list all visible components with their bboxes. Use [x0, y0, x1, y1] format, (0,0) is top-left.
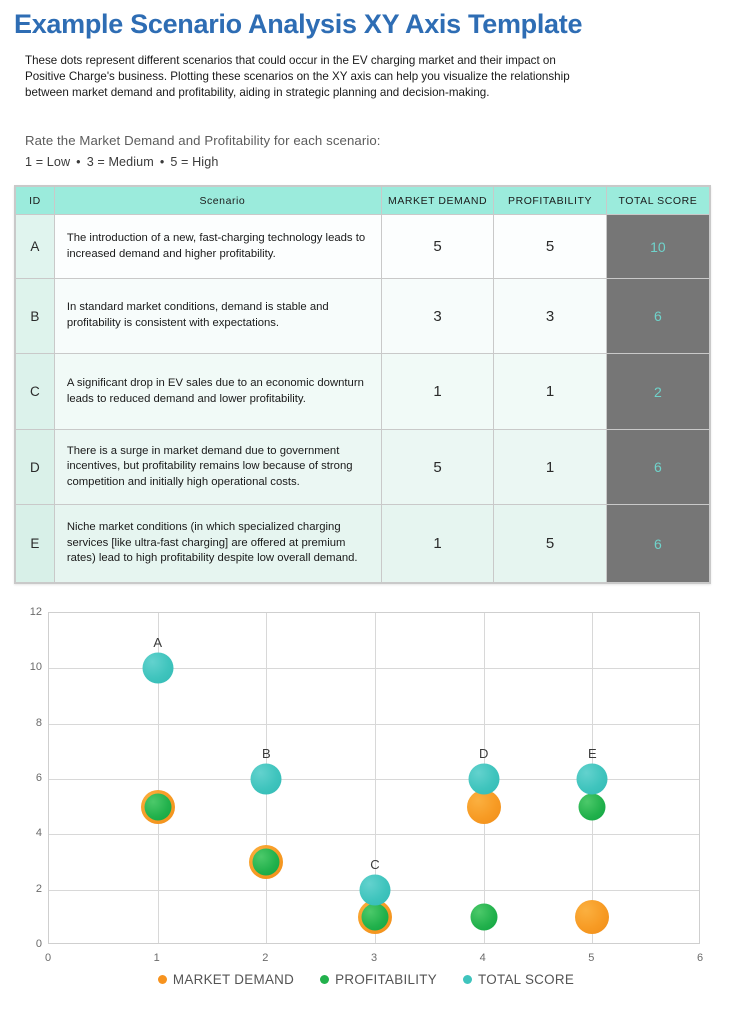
scale-medium: 3 = Medium [86, 155, 154, 169]
data-point-total-score [142, 653, 173, 684]
legend-label: PROFITABILITY [335, 972, 438, 987]
cell-scenario: The introduction of a new, fast-charging technology leads to increased demand and higher profitability. [54, 215, 381, 279]
cell-id: D [16, 430, 55, 505]
chart-plot-area [48, 612, 700, 944]
x-axis-tick-label: 0 [44, 952, 52, 964]
y-axis-tick-label: 4 [35, 827, 42, 840]
table-header-row [16, 187, 710, 215]
cell-scenario: In standard market conditions, demand is stable and profitability is consistent with expectations. [54, 279, 381, 354]
cell-profitability: 1 [494, 430, 606, 505]
cell-profitability: 5 [494, 215, 606, 279]
table-row [16, 279, 710, 354]
cell-profitability: 5 [494, 505, 606, 583]
x-axis-tick-label: 3 [370, 952, 378, 964]
cell-total-score: 2 [606, 354, 709, 430]
data-point-total-score [360, 874, 391, 905]
cell-total-score: 6 [606, 279, 709, 354]
cell-total-score: 6 [606, 505, 709, 583]
data-point-profitability [579, 793, 606, 820]
scenario-table-header [16, 187, 710, 215]
gridline-horizontal [49, 724, 699, 725]
scenario-point-label: A [153, 635, 162, 651]
cell-id: E [16, 505, 55, 583]
cell-id: C [16, 354, 55, 430]
cell-scenario: Niche market conditions (in which specialized charging services [like ultra-fast charging] are offered at premium rates) lead to high profitability despite low overall demand. [54, 505, 381, 583]
column-header-id: ID [16, 187, 55, 215]
page-title: Example Scenario Analysis XY Axis Template [14, 9, 583, 39]
legend-dot-icon [320, 975, 329, 984]
data-point-total-score [251, 764, 282, 795]
cell-profitability: 3 [494, 279, 606, 354]
cell-id: A [16, 215, 55, 279]
scenario-table [15, 186, 710, 583]
scenario-point-label: B [261, 746, 271, 761]
legend-dot-icon [158, 975, 167, 984]
cell-market-demand: 5 [381, 430, 493, 505]
scenario-point-label: D [478, 746, 489, 761]
column-header-total-score: TOTAL SCORE [606, 187, 709, 215]
cell-total-score: 10 [606, 215, 709, 279]
y-axis-tick-label: 2 [35, 882, 42, 895]
cell-scenario: A significant drop in EV sales due to an economic downturn leads to reduced demand and lower profitability. [54, 354, 381, 430]
cell-profitability: 1 [494, 354, 606, 430]
cell-id: B [16, 279, 55, 354]
legend-label: TOTAL SCORE [478, 972, 575, 987]
table-row [16, 215, 710, 279]
data-point-profitability [253, 849, 280, 876]
data-point-market-demand [467, 790, 501, 824]
cell-market-demand: 1 [381, 354, 493, 430]
y-axis-tick-label: 8 [35, 716, 42, 729]
scale-low: 1 = Low [25, 155, 71, 169]
table-row [16, 430, 710, 505]
x-axis-tick-label: 5 [588, 952, 595, 964]
scenario-point-label: E [587, 746, 597, 761]
data-point-profitability [362, 904, 389, 931]
cell-market-demand: 3 [381, 279, 493, 354]
x-axis-tick-label: 2 [262, 952, 269, 964]
rate-prompt: Rate the Market Demand and Profitability for each scenario: [25, 133, 381, 148]
column-header-scenario: Scenario [54, 187, 381, 215]
data-point-profitability [144, 793, 171, 820]
x-axis-tick-label: 4 [479, 952, 486, 964]
cell-total-score: 6 [606, 430, 709, 505]
scale-separator-2: • [159, 155, 165, 169]
scenario-point-label: C [370, 856, 380, 872]
legend-label: MARKET DEMAND [172, 972, 295, 987]
cell-market-demand: 1 [381, 505, 493, 583]
x-axis-tick-label: 6 [696, 952, 704, 964]
cell-market-demand: 5 [381, 215, 493, 279]
table-row [16, 505, 710, 583]
legend-item[interactable] [158, 972, 294, 987]
y-axis-tick-label: 6 [35, 772, 42, 784]
y-axis-tick-label: 10 [29, 661, 42, 674]
data-point-total-score [468, 764, 499, 795]
scenario-table-container [14, 185, 711, 584]
scale-separator-1: • [76, 155, 81, 169]
column-header-market-demand: MARKET DEMAND [381, 187, 493, 215]
y-axis-tick-label: 12 [29, 606, 42, 618]
chart-legend [0, 972, 732, 987]
y-axis-tick-label: 0 [35, 938, 42, 950]
rating-scale-legend [25, 155, 218, 169]
scale-high: 5 = High [170, 155, 219, 169]
intro-paragraph: These dots represent different scenarios that could occur in the EV charging market and their impact on Positive Charge's business. Plotting these scenarios on the XY axis can help you visualize the relationship between market demand and profitability, aiding in strategic planning and decision-making. [25, 54, 570, 100]
legend-item[interactable] [320, 972, 437, 987]
data-point-profitability [470, 904, 497, 931]
x-axis-tick-label: 1 [153, 952, 160, 964]
data-point-total-score [577, 764, 608, 795]
scenario-xy-chart [0, 600, 732, 1016]
gridline-horizontal [49, 834, 699, 835]
cell-scenario: There is a surge in market demand due to government incentives, but profitability remains low because of strong competition and initially high operational costs. [54, 430, 381, 505]
column-header-profitability: PROFITABILITY [494, 187, 606, 215]
scenario-table-body [16, 215, 710, 583]
data-point-market-demand [575, 900, 609, 934]
legend-dot-icon [463, 975, 472, 984]
legend-item[interactable] [463, 972, 574, 987]
table-row [16, 354, 710, 430]
